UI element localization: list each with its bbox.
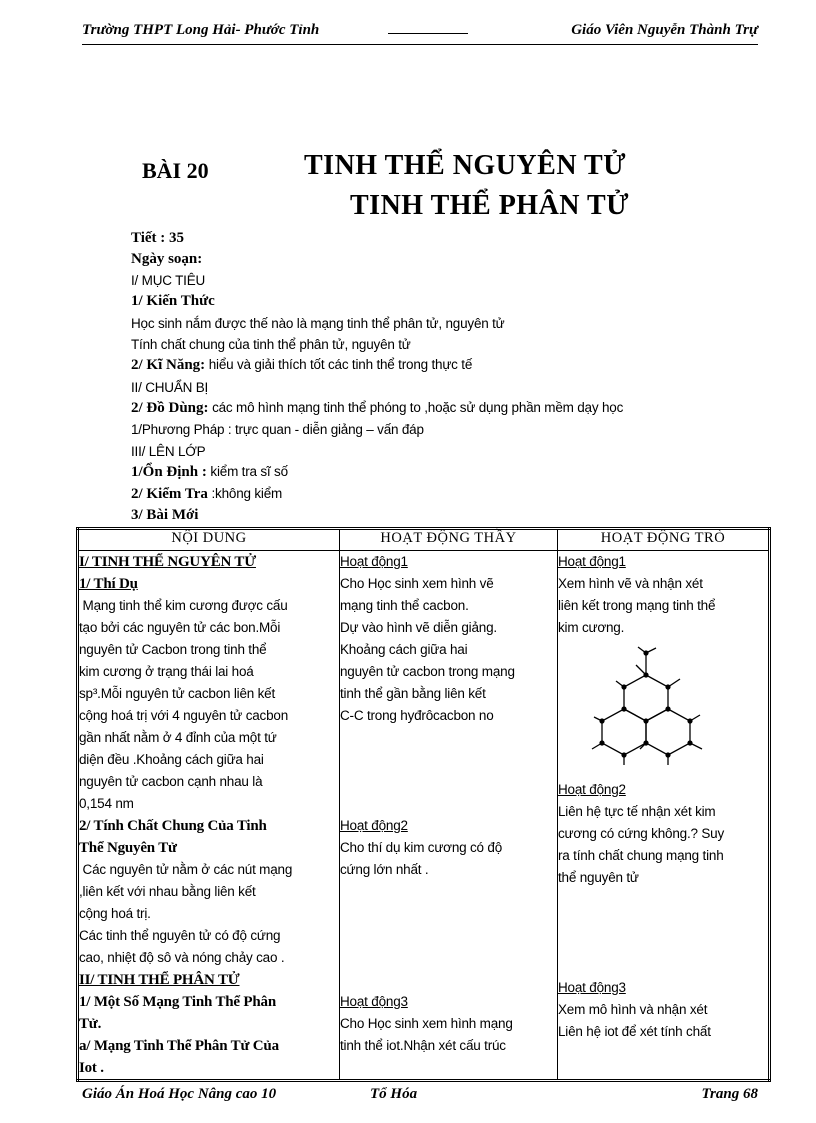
section-3-subtitle-1: 1/ Một Số Mạng Tinh Thể Phân — [79, 994, 276, 1010]
teacher-line: Cho Học sinh xem hình vẽ — [340, 576, 494, 591]
section-3-title — [79, 969, 339, 991]
bai-moi: 3/ Bài Mới — [131, 507, 199, 523]
teacher-line: tinh thể iot.Nhận xét cấu trúc — [340, 1038, 506, 1053]
lesson-number: BÀI 20 — [142, 158, 209, 183]
student-line: Liên hệ tực tế nhận xét kim — [558, 804, 716, 819]
teacher-line: mạng tinh thể cacbon. — [340, 598, 469, 613]
col-header-hoat-dong-thay: HOẠT ĐỘNG THẦY — [340, 529, 558, 551]
on-dinh-text: kiểm tra sĩ số — [206, 464, 288, 479]
on-dinh-label: 1/Ổn Định : — [131, 464, 207, 480]
muc-tieu-heading: I/ MỤC TIÊU — [131, 273, 206, 288]
ki-nang-text: hiểu và giải thích tốt các tinh thể trong thực tế — [205, 357, 473, 372]
teacher-line: cứng lớn nhất . — [340, 862, 429, 877]
teacher-line: tinh thể gần bằng liên kết — [340, 686, 486, 701]
chuan-bi-heading: II/ CHUẨN BỊ — [131, 380, 209, 395]
section-2-title-2: Thể Nguyên Tử — [79, 840, 177, 856]
student-activity-2: Hoạt động2 — [558, 782, 626, 797]
table-body-row — [78, 551, 770, 1081]
section-2-line: ,liên kết với nhau bằng liên kết — [79, 884, 256, 899]
header-rule — [82, 44, 758, 45]
section-3-a-2: Iot . — [79, 1060, 104, 1076]
table-header-row — [78, 529, 770, 551]
phuong-phap — [131, 422, 424, 439]
phuong-phap-text: : trực quan - diễn giảng – vấn đáp — [224, 422, 424, 437]
diamond-lattice-diagram — [580, 645, 720, 769]
section-1-line: Mạng tinh thể kim cương được cấu — [79, 598, 288, 613]
lesson-title-line2: TINH THỂ PHÂN TỬ — [350, 190, 629, 221]
carbon-atom — [643, 718, 648, 723]
section-2-line: Các nguyên tử nằm ở các nút mạng — [79, 862, 293, 877]
section-1-line: sp³.Mỗi nguyên tử cacbon liên kết — [79, 686, 276, 701]
carbon-atom — [621, 684, 626, 689]
footer-left: Giáo Án Hoá Học Nâng cao 10 — [82, 1086, 277, 1102]
section-3-subtitle-2: Tử. — [79, 1016, 102, 1032]
section-3-a-1: a/ Mạng Tinh Thể Phân Tử Của — [79, 1038, 279, 1054]
teacher-line: C-C trong hyđrôcacbon no — [340, 708, 494, 723]
phuong-phap-label: 1/Phương Pháp — [131, 422, 225, 437]
tiet: Tiết : 35 — [131, 230, 185, 246]
col-header-hoat-dong-tro: HOẠT ĐỘNG TRÒ — [558, 529, 770, 551]
section-2-line: cộng hoá trị. — [79, 906, 151, 921]
section-1-line: diện đều .Khoảng cách giữa hai — [79, 752, 264, 767]
ngay-soan: Ngày soạn: — [131, 251, 203, 267]
section-1-subtitle: 1/ Thí Dụ — [79, 576, 138, 592]
col-noi-dung — [78, 551, 340, 1081]
carbon-atom — [687, 718, 692, 723]
student-activity-3: Hoạt động3 — [558, 980, 626, 995]
teacher-line: Cho Học sinh xem hình mạng — [340, 1016, 513, 1031]
header-school: Trường THPT Long Hải- Phước Tỉnh — [82, 22, 320, 38]
do-dung — [131, 400, 623, 417]
student-line: liên kết trong mạng tinh thể — [558, 598, 716, 613]
kien-thuc-heading: 1/ Kiến Thức — [131, 293, 215, 309]
footer-middle: Tổ Hóa — [370, 1086, 418, 1102]
hexagon-top — [624, 675, 668, 721]
teacher-activity-3: Hoạt động3 — [340, 994, 408, 1009]
student-line: Liên hệ iot để xét tính chất — [558, 1024, 711, 1039]
section-1-title — [79, 551, 339, 573]
teacher-line: Khoảng cách giữa hai — [340, 642, 468, 657]
do-dung-text: các mô hình mạng tinh thể phóng to ,hoặc sử dụng phần mềm dạy học — [208, 400, 624, 415]
section-1-title-text: I/ TINH THỂ NGUYÊN TỬ — [79, 554, 256, 570]
student-line: thể nguyên tử — [558, 870, 639, 885]
col-hoat-dong-thay — [340, 551, 558, 1081]
student-line: cương có cứng không.? Suy — [558, 826, 725, 841]
student-line: ra tính chất chung mạng tinh — [558, 848, 724, 863]
section-1-line: nguyên tử cacbon cạnh nhau là — [79, 774, 263, 789]
section-1-line: kim cương ở trạng thái lai hoá — [79, 664, 254, 679]
ki-nang-label: 2/ Kĩ Năng: — [131, 357, 206, 373]
section-1-line: cộng hoá trị với 4 nguyên tử cacbon — [79, 708, 289, 723]
carbon-atom — [665, 752, 670, 757]
on-dinh — [131, 464, 288, 481]
kien-thuc-line2: Tính chất chung của tinh thể phân tử, nguyên tử — [131, 337, 411, 352]
lesson-table — [76, 527, 771, 1082]
hexagon-left — [602, 709, 646, 755]
col-header-noi-dung: NỘI DUNG — [78, 529, 340, 551]
carbon-atom — [643, 740, 648, 745]
student-line: Xem hình vẽ và nhận xét — [558, 576, 703, 591]
teacher-line: Cho thí dụ kim cương có độ — [340, 840, 503, 855]
lesson-title-line1: TINH THỂ NGUYÊN TỬ — [304, 150, 626, 181]
teacher-activity-2: Hoạt động2 — [340, 818, 408, 833]
teacher-line: nguyên tử cacbon trong mạng — [340, 664, 515, 679]
footer-rule — [82, 1081, 758, 1082]
section-1-line: 0,154 nm — [79, 796, 134, 811]
col-hoat-dong-tro — [558, 551, 770, 1081]
ki-nang — [131, 357, 472, 374]
kiem-tra — [131, 486, 282, 503]
student-line: Xem mô hình và nhận xét — [558, 1002, 708, 1017]
section-3-title-text: II/ TINH THỂ PHÂN TỬ — [79, 972, 240, 988]
student-activity-1: Hoạt động1 — [558, 554, 626, 569]
kien-thuc-line1: Học sinh nắm được thế nào là mạng tinh thể phân tử, nguyên tử — [131, 316, 505, 331]
carbon-atom — [665, 684, 670, 689]
section-1-line: gần nhất nằm ở 4 đỉnh của một tứ — [79, 730, 277, 745]
carbon-atom — [599, 740, 604, 745]
header-mid-rule — [388, 33, 468, 34]
kiem-tra-text: :không kiểm — [207, 486, 283, 501]
teacher-line: Dự vào hình vẽ diễn giảng. — [340, 620, 497, 635]
section-2-line: Các tinh thể nguyên tử có độ cứng — [79, 928, 281, 943]
carbon-atom — [621, 706, 626, 711]
student-line: kim cương. — [558, 620, 625, 635]
carbon-atom — [665, 706, 670, 711]
carbon-atom — [621, 752, 626, 757]
carbon-atom — [599, 718, 604, 723]
page-header — [82, 20, 758, 42]
carbon-atom — [643, 650, 648, 655]
carbon-atom — [643, 672, 648, 677]
footer-page: Trang 68 — [701, 1086, 758, 1102]
teacher-activity-1: Hoạt động1 — [340, 554, 408, 569]
header-teacher: Giáo Viên Nguyễn Thành Trự — [571, 22, 758, 38]
hexagon-right — [646, 709, 690, 755]
section-2-title-1: 2/ Tính Chất Chung Của Tinh — [79, 818, 267, 834]
section-1-line: nguyên tử Cacbon trong tinh thể — [79, 642, 267, 657]
section-1-line: tạo bởi các nguyên tử các bon.Mỗi — [79, 620, 281, 635]
kiem-tra-label: 2/ Kiểm Tra — [131, 486, 208, 502]
do-dung-label: 2/ Đồ Dùng: — [131, 400, 209, 416]
section-2-line: cao, nhiệt độ sô và nóng chảy cao . — [79, 950, 285, 965]
carbon-atom — [687, 740, 692, 745]
len-lop-heading: III/ LÊN LỚP — [131, 444, 206, 459]
